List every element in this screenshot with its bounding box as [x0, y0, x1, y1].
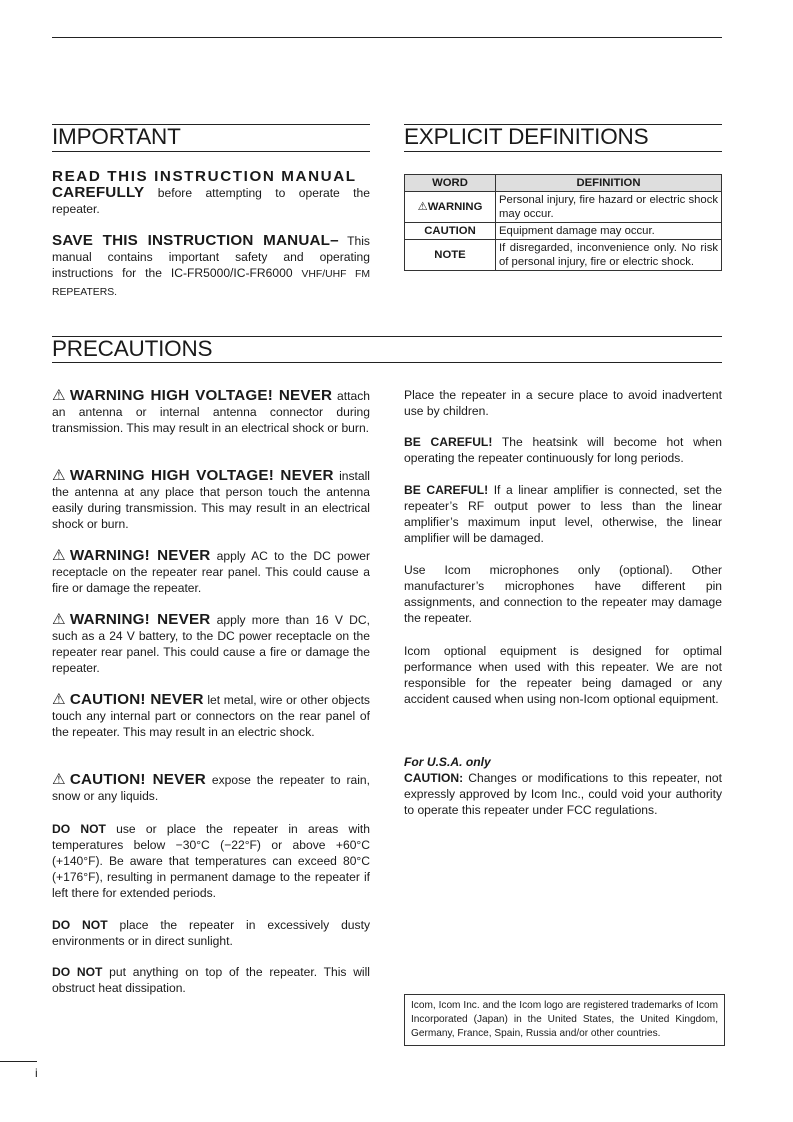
save-manual-text: This manual contains important safety and operating instructions for the IC-FR5000/IC-FR6000 — [52, 234, 370, 280]
definition-warning: Personal injury, fire hazard or electric shock may occur. — [496, 192, 722, 223]
usa-title: For U.S.A. only — [404, 755, 491, 769]
precaution-lead: WARNING HIGH VOLTAGE! NEVER — [69, 387, 333, 404]
read-manual-lead: READ THIS INSTRUCTION MANUAL — [52, 168, 357, 185]
important-rule-bottom — [52, 151, 370, 152]
word-note: NOTE — [405, 240, 496, 271]
precaution-item — [52, 692, 370, 740]
precaution-item — [52, 612, 370, 676]
donot-text: use or place the repeater in areas with temperatures below −30°C (−22°F) or above +60°C (+140°F). Be aware that temperatures can exceed 80°C (+176°F), resulting in permanent damage to the repeater if left there for extended periods. — [52, 822, 370, 900]
important-save-paragraph — [52, 233, 370, 301]
definition-note: If disregarded, inconvenience only. No risk of personal injury, fire or electric shock. — [496, 240, 722, 271]
warning-triangle-icon: ⚠ — [52, 547, 66, 564]
table-row — [405, 240, 722, 271]
precaution-lead: WARNING! NEVER — [69, 547, 211, 564]
precaution-text: apply AC to the DC power receptacle on the repeater rear panel. This could cause a fire or damage the repeater. — [52, 549, 370, 595]
precautions-rule-bottom — [52, 362, 722, 363]
definitions-table — [404, 174, 722, 271]
donot-item — [52, 964, 370, 996]
warning-triangle-icon: ⚠ — [52, 611, 66, 628]
precaution-item — [52, 388, 370, 436]
donot-lead: DO NOT — [52, 918, 108, 932]
amplifier-paragraph — [404, 482, 722, 546]
optional-equipment-paragraph: Icom optional equipment is designed for optimal performance when used with this repeater. We are not responsible for the repeater being damaged or any accident caused when using non-Icom optional equipment. — [404, 644, 722, 706]
table-row — [405, 223, 722, 240]
precaution-lead: CAUTION! NEVER — [69, 771, 206, 788]
important-heading: IMPORTANT — [52, 124, 181, 149]
table-row — [405, 192, 722, 223]
be-careful-lead: BE CAREFUL! — [404, 435, 493, 449]
secure-place-paragraph: Place the repeater in a secure place to avoid inadvertent use by children. — [404, 388, 722, 418]
definition-caution: Equipment damage may occur. — [496, 223, 722, 240]
precaution-text: let metal, wire or other objects touch any internal part or connectors on the rear panel of the repeater. This may result in an electric shock. — [52, 693, 370, 739]
important-read-paragraph — [52, 169, 370, 217]
usa-notice — [404, 754, 722, 818]
definitions-header-row — [405, 175, 722, 192]
donot-item — [52, 821, 370, 901]
donot-lead: DO NOT — [52, 965, 103, 979]
explicit-rule-bottom — [404, 151, 722, 152]
explicit-definitions-heading: EXPLICIT DEFINITIONS — [404, 124, 649, 149]
heatsink-text: The heatsink will become hot when operating the repeater continuously for long periods. — [404, 435, 722, 465]
donot-text: put anything on top of the repeater. This will obstruct heat dissipation. — [52, 965, 370, 995]
read-manual-text: before attempting to operate the repeater. — [52, 186, 370, 216]
warning-triangle-icon: ⚠ — [52, 467, 66, 484]
donot-lead: DO NOT — [52, 822, 106, 836]
page-number: i — [35, 1066, 38, 1080]
precaution-item — [52, 772, 370, 804]
amplifier-text: If a linear amplifier is connected, set the repeater’s RF output power to less than the linear amplifier’s maximum input level, otherwise, the linear amplifier will be damaged. — [404, 483, 722, 545]
word-caution: CAUTION — [405, 223, 496, 240]
repeater-type: VHF/UHF FM REPEATERS. — [52, 269, 370, 298]
header-definition: DEFINITION — [496, 175, 722, 192]
precaution-lead: CAUTION! NEVER — [69, 691, 204, 708]
donot-text: place the repeater in excessively dusty environments or in direct sunlight. — [52, 918, 370, 948]
heatsink-paragraph — [404, 434, 722, 466]
precautions-heading: PRECAUTIONS — [52, 336, 213, 361]
warning-triangle-icon: ⚠ — [52, 387, 66, 404]
trademark-notice: Icom, Icom Inc. and the Icom logo are registered trademarks of Icom Incorporated (Japan) in the United States, the United Kingdom, Germany, France, Spain, Russia and/or other countries. — [404, 994, 725, 1046]
warning-triangle-icon: ⚠ — [52, 691, 66, 708]
be-careful-lead: BE CAREFUL! — [404, 483, 489, 497]
precaution-item — [52, 548, 370, 596]
precaution-lead: WARNING! NEVER — [69, 611, 211, 628]
warning-triangle-icon: ⚠ — [52, 771, 66, 788]
carefully-lead: CAREFULLY — [52, 184, 145, 201]
donot-item — [52, 917, 370, 949]
precaution-text: expose the repeater to rain, snow or any liquids. — [52, 773, 370, 803]
precaution-text: attach an antenna or internal antenna connector during transmission. This may result in an electrical shock or burn. — [52, 389, 370, 435]
top-rule — [52, 37, 722, 38]
header-word: WORD — [405, 175, 496, 192]
precaution-item — [52, 468, 370, 532]
precaution-lead: WARNING HIGH VOLTAGE! NEVER — [69, 467, 334, 484]
save-manual-lead: SAVE THIS INSTRUCTION MANUAL– — [52, 232, 339, 249]
precaution-text: apply more than 16 V DC, such as a 24 V battery, to the DC power receptacle on the repeater rear panel. This could cause a fire or damage the repeater. — [52, 613, 370, 675]
microphones-paragraph: Use Icom microphones only (optional). Other manufacturer’s microphones have different pin assignments, and connection to the repeater may damage the repeater. — [404, 563, 722, 625]
usa-caution-text: Changes or modifications to this repeater, not expressly approved by Icom Inc., could void your authority to operate this repeater under FCC regulations. — [404, 771, 722, 817]
usa-caution-lead: CAUTION: — [404, 771, 464, 785]
word-warning: ⚠WARNING — [405, 192, 496, 223]
page-number-rule — [0, 1061, 37, 1062]
precaution-text: install the antenna at any place that person touch the antenna easily during transmission. This may result in an electrical shock or burn. — [52, 469, 370, 531]
